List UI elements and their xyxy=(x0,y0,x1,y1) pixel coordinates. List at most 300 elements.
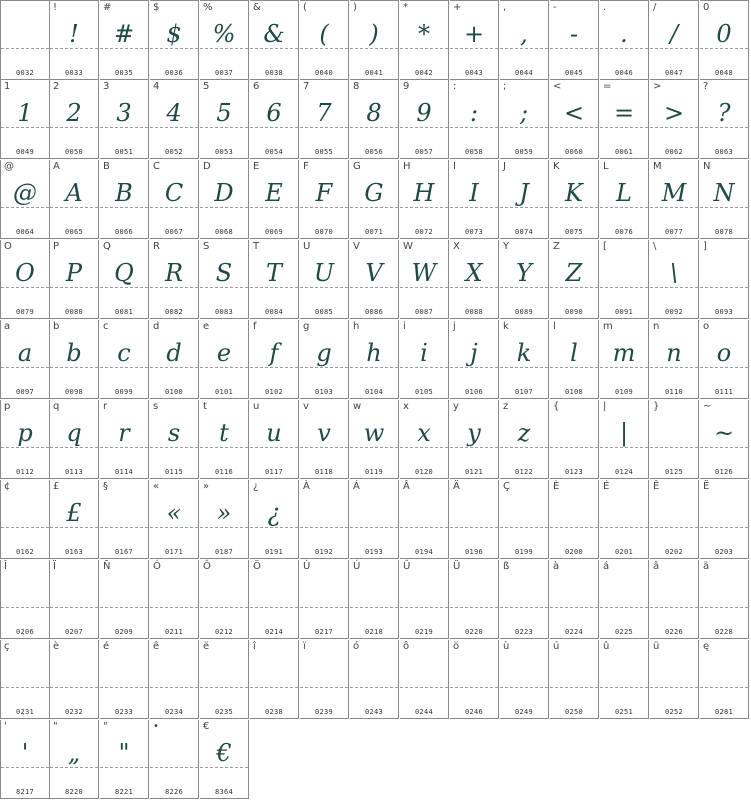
glyph-cell xyxy=(100,480,149,559)
glyph-preview: G xyxy=(364,179,384,207)
glyph-cell xyxy=(200,80,249,159)
glyph-code: 0246 xyxy=(464,708,484,716)
glyph-cell xyxy=(50,480,99,559)
baseline-guide xyxy=(450,527,498,528)
glyph-preview: € xyxy=(216,739,232,767)
baseline-guide xyxy=(650,607,698,608)
glyph-cell xyxy=(700,400,749,479)
glyph-preview: T xyxy=(265,259,282,287)
glyph-code: 0045 xyxy=(564,69,584,77)
glyph-cell-label: Ó xyxy=(153,561,161,572)
glyph-cell-label: & xyxy=(253,2,261,13)
baseline-guide xyxy=(600,527,648,528)
glyph-cell-label: , xyxy=(503,2,507,13)
glyph-preview: 4 xyxy=(166,99,182,127)
glyph-cell xyxy=(400,560,449,639)
glyph-preview: i xyxy=(420,339,428,367)
glyph-preview: „ xyxy=(67,739,81,767)
baseline-guide xyxy=(350,687,398,688)
glyph-cell xyxy=(450,160,499,239)
glyph-cell-label: ù xyxy=(503,641,510,652)
glyph-code: 0054 xyxy=(264,148,284,156)
glyph-cell-label: ï xyxy=(303,641,306,652)
glyph-cell xyxy=(150,560,199,639)
glyph-cell-label: : xyxy=(453,81,457,92)
baseline-guide xyxy=(700,687,748,688)
glyph-code: 0171 xyxy=(164,548,184,556)
baseline-guide xyxy=(700,287,748,288)
baseline-guide xyxy=(650,447,698,448)
baseline-guide xyxy=(650,687,698,688)
baseline-guide xyxy=(100,687,148,688)
glyph-preview: ? xyxy=(717,99,731,127)
glyph-cell xyxy=(250,0,299,80)
glyph-cell-label: ó xyxy=(353,641,360,652)
glyph-cell xyxy=(550,80,599,159)
glyph-code: 0035 xyxy=(114,69,134,77)
glyph-cell-label: u xyxy=(253,401,260,412)
glyph-cell-label: R xyxy=(153,241,160,252)
baseline-guide xyxy=(500,607,548,608)
glyph-cell-label: ú xyxy=(553,641,560,652)
glyph-cell-label: O xyxy=(4,241,12,252)
glyph-cell-label: 8 xyxy=(353,81,360,92)
glyph-cell-label: Ï xyxy=(53,561,56,572)
glyph-cell-label: ; xyxy=(503,81,507,92)
glyph-code: 0102 xyxy=(264,388,284,396)
glyph-cell-label: y xyxy=(453,401,459,412)
glyph-cell-label: é xyxy=(103,641,110,652)
glyph-cell xyxy=(400,160,449,239)
glyph-cell xyxy=(50,400,99,479)
glyph-cell xyxy=(0,720,50,799)
glyph-code: 0090 xyxy=(564,308,584,316)
glyph-cell-label: Á xyxy=(353,481,360,492)
glyph-code: 0063 xyxy=(714,148,734,156)
glyph-cell-label: Y xyxy=(503,241,510,252)
glyph-cell xyxy=(500,560,549,639)
glyph-cell xyxy=(600,480,649,559)
glyph-code: 0043 xyxy=(464,69,484,77)
glyph-preview: F xyxy=(315,179,333,207)
glyph-cell-label: < xyxy=(553,81,562,92)
glyph-preview: & xyxy=(263,20,285,48)
glyph-cell-label: M xyxy=(653,161,662,172)
glyph-cell-label: ü xyxy=(653,641,660,652)
glyph-cell xyxy=(50,80,99,159)
glyph-preview: y xyxy=(467,419,481,447)
glyph-preview: q xyxy=(66,419,82,447)
glyph-preview: . xyxy=(620,20,628,48)
glyph-code: 0239 xyxy=(314,708,334,716)
glyph-cell xyxy=(100,720,149,799)
baseline-guide xyxy=(300,687,348,688)
glyph-cell xyxy=(100,400,149,479)
glyph-cell-label: d xyxy=(153,321,160,332)
glyph-cell-label: ~ xyxy=(703,401,712,412)
glyph-cell xyxy=(350,320,399,399)
glyph-preview: ' xyxy=(21,739,29,767)
glyph-cell xyxy=(550,640,599,719)
baseline-guide xyxy=(700,527,748,528)
glyph-cell xyxy=(450,240,499,319)
glyph-code: 0050 xyxy=(64,148,84,156)
glyph-code: 0234 xyxy=(164,708,184,716)
glyph-cell-label: G xyxy=(353,161,361,172)
baseline-guide xyxy=(250,607,298,608)
glyph-code: 0228 xyxy=(714,628,734,636)
glyph-code: 0238 xyxy=(264,708,284,716)
glyph-cell-label: C xyxy=(153,161,160,172)
glyph-preview: k xyxy=(516,339,532,367)
glyph-cell xyxy=(500,320,549,399)
glyph-cell xyxy=(300,80,349,159)
glyph-cell xyxy=(550,160,599,239)
glyph-code: 0251 xyxy=(614,708,634,716)
glyph-cell xyxy=(700,320,749,399)
glyph-code: 0110 xyxy=(664,388,684,396)
glyph-cell-label: l xyxy=(553,321,556,332)
glyph-cell-label: p xyxy=(4,401,11,412)
glyph-code: 0122 xyxy=(514,468,534,476)
glyph-preview: 0 xyxy=(716,20,732,48)
baseline-guide xyxy=(1,527,49,528)
glyph-cell xyxy=(350,0,399,80)
glyph-code: 0032 xyxy=(15,69,35,77)
baseline-guide xyxy=(100,527,148,528)
glyph-cell-label: î xyxy=(253,641,256,652)
glyph-cell xyxy=(0,240,50,319)
glyph-cell xyxy=(350,160,399,239)
glyph-cell xyxy=(500,400,549,479)
glyph-code: 0162 xyxy=(15,548,35,556)
glyph-cell xyxy=(50,720,99,799)
glyph-cell xyxy=(100,640,149,719)
baseline-guide xyxy=(550,687,598,688)
glyph-code: 0120 xyxy=(414,468,434,476)
glyph-cell xyxy=(0,320,50,399)
glyph-cell xyxy=(250,160,299,239)
baseline-guide xyxy=(250,687,298,688)
glyph-code: 0118 xyxy=(314,468,334,476)
glyph-cell xyxy=(650,640,699,719)
glyph-cell xyxy=(550,560,599,639)
glyph-code: 0057 xyxy=(414,148,434,156)
glyph-cell-label: I xyxy=(453,161,456,172)
glyph-preview: < xyxy=(563,99,585,127)
glyph-cell xyxy=(650,480,699,559)
glyph-code: 0052 xyxy=(164,148,184,156)
glyph-preview: c xyxy=(117,339,131,367)
glyph-code: 0224 xyxy=(564,628,584,636)
glyph-code: 0078 xyxy=(714,228,734,236)
glyph-preview: » xyxy=(216,499,232,527)
glyph-preview: W xyxy=(411,259,437,287)
glyph-code: 0060 xyxy=(564,148,584,156)
glyph-preview: v xyxy=(317,419,331,447)
glyph-preview: C xyxy=(164,179,184,207)
glyph-cell xyxy=(450,320,499,399)
glyph-code: 0252 xyxy=(664,708,684,716)
glyph-code: 0200 xyxy=(564,548,584,556)
glyph-cell-label: t xyxy=(203,401,207,412)
glyph-cell-label: 5 xyxy=(203,81,210,92)
glyph-preview: d xyxy=(166,339,182,367)
glyph-cell-label: ] xyxy=(703,241,707,252)
glyph-cell xyxy=(700,640,749,719)
glyph-cell-label: 2 xyxy=(53,81,60,92)
glyph-code: 0187 xyxy=(214,548,234,556)
glyph-cell-label: È xyxy=(553,481,560,492)
glyph-cell xyxy=(700,80,749,159)
glyph-cell xyxy=(200,320,249,399)
glyph-code: 0206 xyxy=(15,628,35,636)
glyph-cell xyxy=(350,560,399,639)
glyph-cell xyxy=(500,80,549,159)
glyph-cell-label: € xyxy=(203,721,210,732)
glyph-preview: M xyxy=(661,179,687,207)
glyph-cell xyxy=(650,240,699,319)
glyph-code: 0202 xyxy=(664,548,684,556)
glyph-cell-label: § xyxy=(103,481,108,492)
glyph-cell-label: Ô xyxy=(203,561,211,572)
glyph-code: 0214 xyxy=(264,628,284,636)
glyph-cell-label: Ö xyxy=(253,561,261,572)
glyph-cell xyxy=(400,640,449,719)
baseline-guide xyxy=(1,48,49,49)
glyph-code: 0093 xyxy=(714,308,734,316)
glyph-cell xyxy=(200,640,249,719)
glyph-code: 0075 xyxy=(564,228,584,236)
glyph-preview: 7 xyxy=(316,99,332,127)
glyph-cell-label: X xyxy=(453,241,460,252)
glyph-code: 0080 xyxy=(64,308,84,316)
glyph-preview: 3 xyxy=(116,99,132,127)
glyph-code: 0089 xyxy=(514,308,534,316)
glyph-cell xyxy=(400,0,449,80)
glyph-preview: A xyxy=(65,179,83,207)
glyph-preview: O xyxy=(15,259,35,287)
glyph-code: 0250 xyxy=(564,708,584,716)
glyph-cell-label: ¢ xyxy=(4,481,11,492)
glyph-code: 0114 xyxy=(114,468,134,476)
glyph-code: 0207 xyxy=(64,628,84,636)
glyph-code: 0100 xyxy=(164,388,184,396)
glyph-cell xyxy=(500,0,549,80)
glyph-code: 0107 xyxy=(514,388,534,396)
glyph-preview: Y xyxy=(516,259,532,287)
glyph-code: 0167 xyxy=(114,548,134,556)
glyph-code: 0041 xyxy=(364,69,384,77)
glyph-cell xyxy=(150,160,199,239)
baseline-guide xyxy=(500,687,548,688)
glyph-cell-label: ä xyxy=(703,561,710,572)
glyph-code: 0232 xyxy=(64,708,84,716)
glyph-code: 0071 xyxy=(364,228,384,236)
glyph-cell xyxy=(200,720,249,799)
glyph-cell xyxy=(250,640,299,719)
glyph-code: 0115 xyxy=(164,468,184,476)
glyph-code: 0069 xyxy=(264,228,284,236)
glyph-cell-label: É xyxy=(603,481,610,492)
glyph-code: 0163 xyxy=(64,548,84,556)
glyph-code: 0059 xyxy=(514,148,534,156)
glyph-code: 0111 xyxy=(714,388,734,396)
baseline-guide xyxy=(400,687,448,688)
glyph-code: 0108 xyxy=(564,388,584,396)
glyph-cell-label: ë xyxy=(203,641,210,652)
glyph-preview: \ xyxy=(669,259,679,287)
glyph-preview: « xyxy=(166,499,182,527)
glyph-cell xyxy=(150,320,199,399)
glyph-cell xyxy=(600,160,649,239)
glyph-preview: a xyxy=(17,339,33,367)
glyph-code: 0086 xyxy=(364,308,384,316)
glyph-code: 0097 xyxy=(15,388,35,396)
glyph-preview: - xyxy=(569,20,579,48)
glyph-cell xyxy=(600,640,649,719)
glyph-cell-label: { xyxy=(553,401,560,412)
glyph-cell-label: B xyxy=(103,161,110,172)
glyph-cell xyxy=(700,0,749,80)
glyph-code: 8220 xyxy=(64,788,84,796)
glyph-cell-label: « xyxy=(153,481,160,492)
glyph-preview: u xyxy=(266,419,282,447)
glyph-code: 0196 xyxy=(464,548,484,556)
glyph-cell xyxy=(500,640,549,719)
baseline-guide xyxy=(550,447,598,448)
glyph-cell-label: ê xyxy=(153,641,160,652)
glyph-code: 0219 xyxy=(414,628,434,636)
glyph-code: 0124 xyxy=(614,468,634,476)
glyph-cell xyxy=(450,560,499,639)
glyph-cell xyxy=(150,480,199,559)
glyph-cell xyxy=(600,400,649,479)
glyph-cell-label: z xyxy=(503,401,509,412)
glyph-cell xyxy=(250,240,299,319)
glyph-code: 0199 xyxy=(514,548,534,556)
glyph-cell-label: è xyxy=(53,641,60,652)
glyph-cell xyxy=(150,0,199,80)
glyph-code: 0058 xyxy=(464,148,484,156)
baseline-guide xyxy=(400,527,448,528)
glyph-cell-label: ' xyxy=(4,721,7,732)
glyph-code: 0211 xyxy=(164,628,184,636)
glyph-code: 0051 xyxy=(114,148,134,156)
glyph-cell xyxy=(0,80,50,159)
glyph-code: 0072 xyxy=(414,228,434,236)
glyph-cell xyxy=(600,240,649,319)
glyph-preview: L xyxy=(616,179,632,207)
glyph-cell-label: V xyxy=(353,241,360,252)
glyph-preview: P xyxy=(65,259,83,287)
glyph-code: 0070 xyxy=(314,228,334,236)
glyph-code: 0047 xyxy=(664,69,684,77)
glyph-cell xyxy=(600,80,649,159)
glyph-code: 0040 xyxy=(314,69,334,77)
glyph-cell-label: x xyxy=(403,401,409,412)
glyph-cell-label: ! xyxy=(53,2,58,13)
glyph-cell-label: » xyxy=(203,481,210,492)
glyph-code: 0042 xyxy=(414,69,434,77)
glyph-code: 8217 xyxy=(15,788,35,796)
glyph-cell xyxy=(100,320,149,399)
glyph-cell-label: W xyxy=(403,241,413,252)
glyph-preview: B xyxy=(115,179,133,207)
glyph-cell-label: c xyxy=(103,321,109,332)
glyph-code: 0218 xyxy=(364,628,384,636)
glyph-cell xyxy=(0,400,50,479)
glyph-cell-label: 7 xyxy=(303,81,310,92)
glyph-preview: E xyxy=(265,179,283,207)
glyph-cell xyxy=(50,160,99,239)
glyph-cell xyxy=(400,240,449,319)
glyph-cell-label: = xyxy=(603,81,612,92)
glyph-cell xyxy=(550,320,599,399)
glyph-cell-label: F xyxy=(303,161,309,172)
glyph-code: 0073 xyxy=(464,228,484,236)
glyph-preview: | xyxy=(619,419,629,447)
glyph-code: 0092 xyxy=(664,308,684,316)
glyph-cell xyxy=(150,720,199,799)
glyph-cell-label: 3 xyxy=(103,81,110,92)
glyph-code: 0087 xyxy=(414,308,434,316)
baseline-guide xyxy=(500,527,548,528)
glyph-cell xyxy=(500,480,549,559)
glyph-cell xyxy=(450,480,499,559)
baseline-guide xyxy=(50,607,98,608)
baseline-guide xyxy=(550,527,598,528)
glyph-preview: S xyxy=(215,259,233,287)
glyph-code: 0064 xyxy=(15,228,35,236)
glyph-cell-label: Q xyxy=(103,241,111,252)
glyph-cell xyxy=(50,640,99,719)
glyph-cell xyxy=(700,160,749,239)
glyph-cell xyxy=(450,400,499,479)
glyph-cell xyxy=(500,240,549,319)
glyph-cell-label: w xyxy=(353,401,362,412)
baseline-guide xyxy=(350,527,398,528)
baseline-guide xyxy=(600,607,648,608)
glyph-code: 0123 xyxy=(564,468,584,476)
glyph-cell-label: Ç xyxy=(503,481,510,492)
glyph-code: 0191 xyxy=(264,548,284,556)
glyph-cell-label: Â xyxy=(403,481,410,492)
glyph-cell-label: > xyxy=(653,81,662,92)
glyph-preview: h xyxy=(366,339,382,367)
glyph-cell xyxy=(400,320,449,399)
glyph-code: 0231 xyxy=(15,708,35,716)
glyph-cell xyxy=(150,80,199,159)
glyph-code: 0055 xyxy=(314,148,334,156)
baseline-guide xyxy=(300,607,348,608)
glyph-preview: n xyxy=(666,339,682,367)
glyph-cell-label: # xyxy=(103,2,112,13)
baseline-guide xyxy=(150,687,198,688)
glyph-cell-label: ô xyxy=(403,641,410,652)
glyph-code: 0220 xyxy=(464,628,484,636)
glyph-preview: % xyxy=(212,20,236,48)
glyph-code: 0091 xyxy=(614,308,634,316)
baseline-guide xyxy=(450,607,498,608)
glyph-preview: r xyxy=(118,419,130,447)
glyph-cell xyxy=(500,160,549,239)
glyph-code: 0067 xyxy=(164,228,184,236)
glyph-cell-label: â xyxy=(653,561,660,572)
glyph-cell-label: T xyxy=(253,241,260,252)
glyph-cell-label: @ xyxy=(4,161,14,172)
glyph-preview: t xyxy=(219,419,229,447)
